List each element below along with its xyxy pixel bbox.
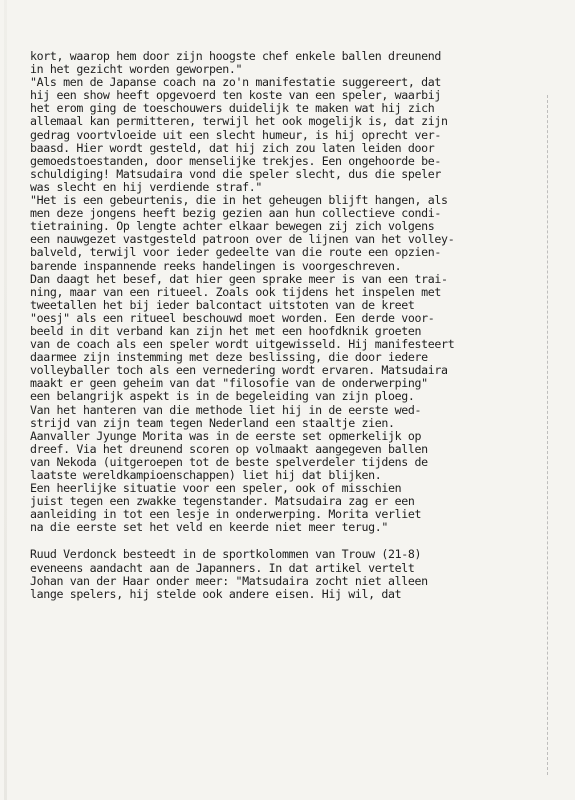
text-line: Dan daagt het besef, dat hier geen sprake meer is van een trai- [30, 271, 448, 286]
text-line: aanleiding in tot een lesje in onderwerping. Morita verliet [30, 507, 422, 522]
text-line: van Nekoda (uitgeroepen tot de beste spelverdeler tijdens de [30, 454, 428, 469]
text-line: na die eerste set het veld en keerde niet meer terug." [30, 520, 389, 535]
text-line: maakt er geen geheim van dat "filosofie van de onderwerping" [30, 376, 428, 391]
text-line: "Als men de Japanse coach na zo'n manifestatie suggereert, dat [30, 75, 442, 90]
paragraph [30, 50, 550, 76]
text-line: Ruud Verdonck besteedt in de sportkolommen van Trouw (21-8) [30, 547, 422, 562]
text-line: eveneens aandacht aan de Japanners. In dat artikel vertelt [30, 560, 415, 575]
text-line: een nauwgezet vastgesteld patroon over de lijnen van het volley- [30, 232, 455, 247]
paragraph [30, 548, 550, 600]
text-line: juist tegen een zwakke tegenstander. Matsudaira zag er een [30, 494, 415, 509]
text-line: kort, waarop hem door zijn hoogste chef enkele ballen dreunend [30, 49, 442, 63]
text-line: Van het hanteren van die methode liet hij in de eerste wed- [30, 402, 422, 417]
text-line: tweetallen het bij ieder balcontact uitstoten van de kreet [30, 297, 415, 312]
text-line: Een heerlijke situatie voor een speler, ook of misschien [30, 481, 402, 496]
text-line: "oesj" als een ritueel beschouwd moet worden. Een derde voor- [30, 310, 435, 325]
text-line: men deze jongens heeft bezig gezien aan hun collectieve condi- [30, 206, 442, 221]
document-body [30, 50, 550, 601]
text-line: daarmee zijn instemming met deze beslissing, die door iedere [30, 350, 428, 365]
text-line: was slecht en hij verdiende straf." [30, 179, 263, 194]
text-line: volleyballer toch als een vernedering wordt ervaren. Matsudaira [30, 363, 448, 378]
text-line: balveld, terwijl voor ieder gedeelte van die route een opzien- [30, 245, 442, 260]
text-line: gedrag voortvloeide uit een slecht humeur, is hij oprecht ver- [30, 127, 442, 142]
paragraph-gap [30, 534, 550, 548]
text-line: een belangrijk aspekt is in de begeleiding van zijn ploeg. [30, 389, 415, 404]
text-line: schuldiging! Matsudaira vond die speler slecht, dus die speler [30, 166, 442, 181]
text-line: dreef. Via het dreunend scoren op volmaakt aangegeven ballen [30, 441, 428, 456]
text-line: het erom ging de toeschouwers duidelijk te maken wat hij zich [30, 101, 435, 116]
text-line: beeld in dit verband kan zijn het met een hoofdknik groeten [30, 323, 422, 338]
text-line: Aanvaller Jyunge Morita was in de eerste set opmerkelijk op [30, 428, 422, 443]
text-line: barende inspannende reeks handelingen is voorgeschreven. [30, 258, 402, 273]
text-line: "Het is een gebeurtenis, die in het geheugen blijft hangen, als [30, 193, 448, 208]
text-line: Johan van der Haar onder meer: "Matsudaira zocht niet alleen [30, 573, 428, 588]
text-line: in het gezicht worden geworpen." [30, 62, 243, 77]
text-line: baasd. Hier wordt gesteld, dat hij zich zou laten leiden door [30, 140, 435, 155]
text-line: strijd van zijn team tegen Nederland een staaltje zien. [30, 415, 395, 430]
text-line: laatste wereldkampioenschappen) liet hij dat blijken. [30, 468, 382, 482]
text-line: tietraining. Op lengte achter elkaar bewegen zij zich volgens [30, 219, 435, 234]
text-line: lange spelers, hij stelde ook andere eisen. Hij wil, dat [30, 586, 402, 601]
text-line: allemaal kan permitteren, terwijl het ook mogelijk is, dat zijn [30, 114, 448, 129]
text-line: gemoedstoestanden, door menselijke trekjes. Een ongehoorde be- [30, 153, 442, 168]
paragraph [30, 76, 550, 194]
text-line: hij een show heeft opgevoerd ten koste van een speler, waarbij [30, 88, 442, 103]
page-edge-shadow [4, 0, 7, 800]
text-line: van de coach als een speler wordt uitgewisseld. Hij manifesteert [30, 337, 455, 352]
paragraph [30, 194, 550, 534]
text-line: ning, maar van een ritueel. Zoals ook tijdens het inspelen met [30, 284, 442, 299]
